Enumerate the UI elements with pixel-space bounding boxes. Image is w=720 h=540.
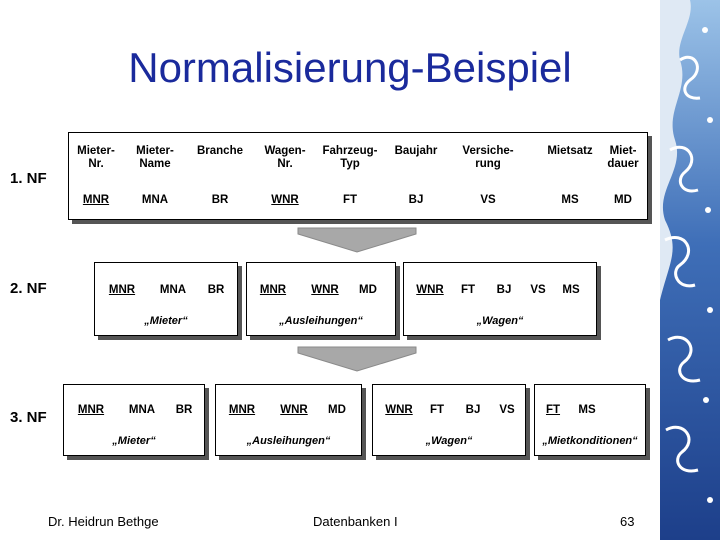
footer-author: Dr. Heidrun Bethge [48,514,159,529]
nf3-table-wagen [372,384,526,456]
nf2-table-ausleihungen [246,262,396,336]
nf2-attr: BR [207,284,225,296]
nf2-table-mieter [94,262,238,336]
nf3-table-mietkonditionen [534,384,646,456]
nf3-attr: MNA [128,404,156,416]
nf3-label: 3. NF [10,409,47,426]
nf3-table-name: „Mieter“ [112,435,156,447]
nf2-label: 2. NF [10,280,47,297]
nf2-attr: MNR [259,284,287,296]
slide-title: Normalisierung-Beispiel [128,44,572,91]
nf2-table-name: „Mieter“ [144,315,188,327]
nf3-table-mieter [63,384,205,456]
footer-page-number: 63 [620,514,635,529]
nf3-attr: WNR [280,404,308,416]
nf3-attr: MNR [77,404,105,416]
down-arrow-icon [296,345,418,373]
nf1-attr: BJ [408,194,424,206]
nf1-attr: MD [614,194,632,206]
nf3-attr: BJ [465,404,481,416]
nf2-attr: FT [460,284,476,296]
nf3-attr: FT [545,404,561,416]
nf3-table-name: „Wagen“ [425,435,473,447]
nf1-header: Mieter- Nr. [77,145,115,170]
nf3-attr: MD [328,404,346,416]
nf3-table-name: „Ausleihungen“ [246,435,331,447]
nf1-header: Mieter- Name [136,145,174,170]
nf1-attr: MS [561,194,579,206]
nf2-table-name: „Wagen“ [476,315,524,327]
nf3-table-name: „Mietkonditionen“ [542,435,638,447]
nf2-attr: WNR [311,284,339,296]
nf1-header: Branche [196,145,244,157]
nf1-header: Mietsatz [547,145,593,157]
nf1-header: Wagen- Nr. [264,145,306,170]
nf1-header: Baujahr [394,145,438,157]
nf1-attr: MNA [141,194,169,206]
nf1-attr: MNR [82,194,110,206]
down-arrow-icon [296,226,418,254]
footer-course: Datenbanken I [313,514,398,529]
nf2-table-wagen [403,262,597,336]
nf2-attr: MNR [108,284,136,296]
nf1-header: Fahrzeug- Typ [322,145,378,170]
nf2-attr: MS [562,284,580,296]
nf1-table [68,132,648,220]
nf1-attr: FT [342,194,358,206]
nf3-attr: BR [175,404,193,416]
nf2-attr: VS [530,284,546,296]
nf2-table-name: „Ausleihungen“ [279,315,363,327]
nf3-attr: MS [578,404,596,416]
nf1-attr: VS [480,194,496,206]
nf3-attr: WNR [385,404,413,416]
nf3-attr: FT [429,404,445,416]
nf1-header: Versiche- rung [462,145,514,170]
nf3-table-ausleihungen [215,384,362,456]
nf1-attr: BR [211,194,229,206]
nf3-attr: MNR [228,404,256,416]
nf2-attr: BJ [496,284,512,296]
nf1-header: Miet- dauer [607,145,639,170]
nf3-attr: VS [499,404,515,416]
nf1-label: 1. NF [10,170,47,187]
nf2-attr: MD [359,284,377,296]
nf1-attr: WNR [271,194,299,206]
nf2-attr: WNR [416,284,444,296]
nf2-attr: MNA [159,284,187,296]
